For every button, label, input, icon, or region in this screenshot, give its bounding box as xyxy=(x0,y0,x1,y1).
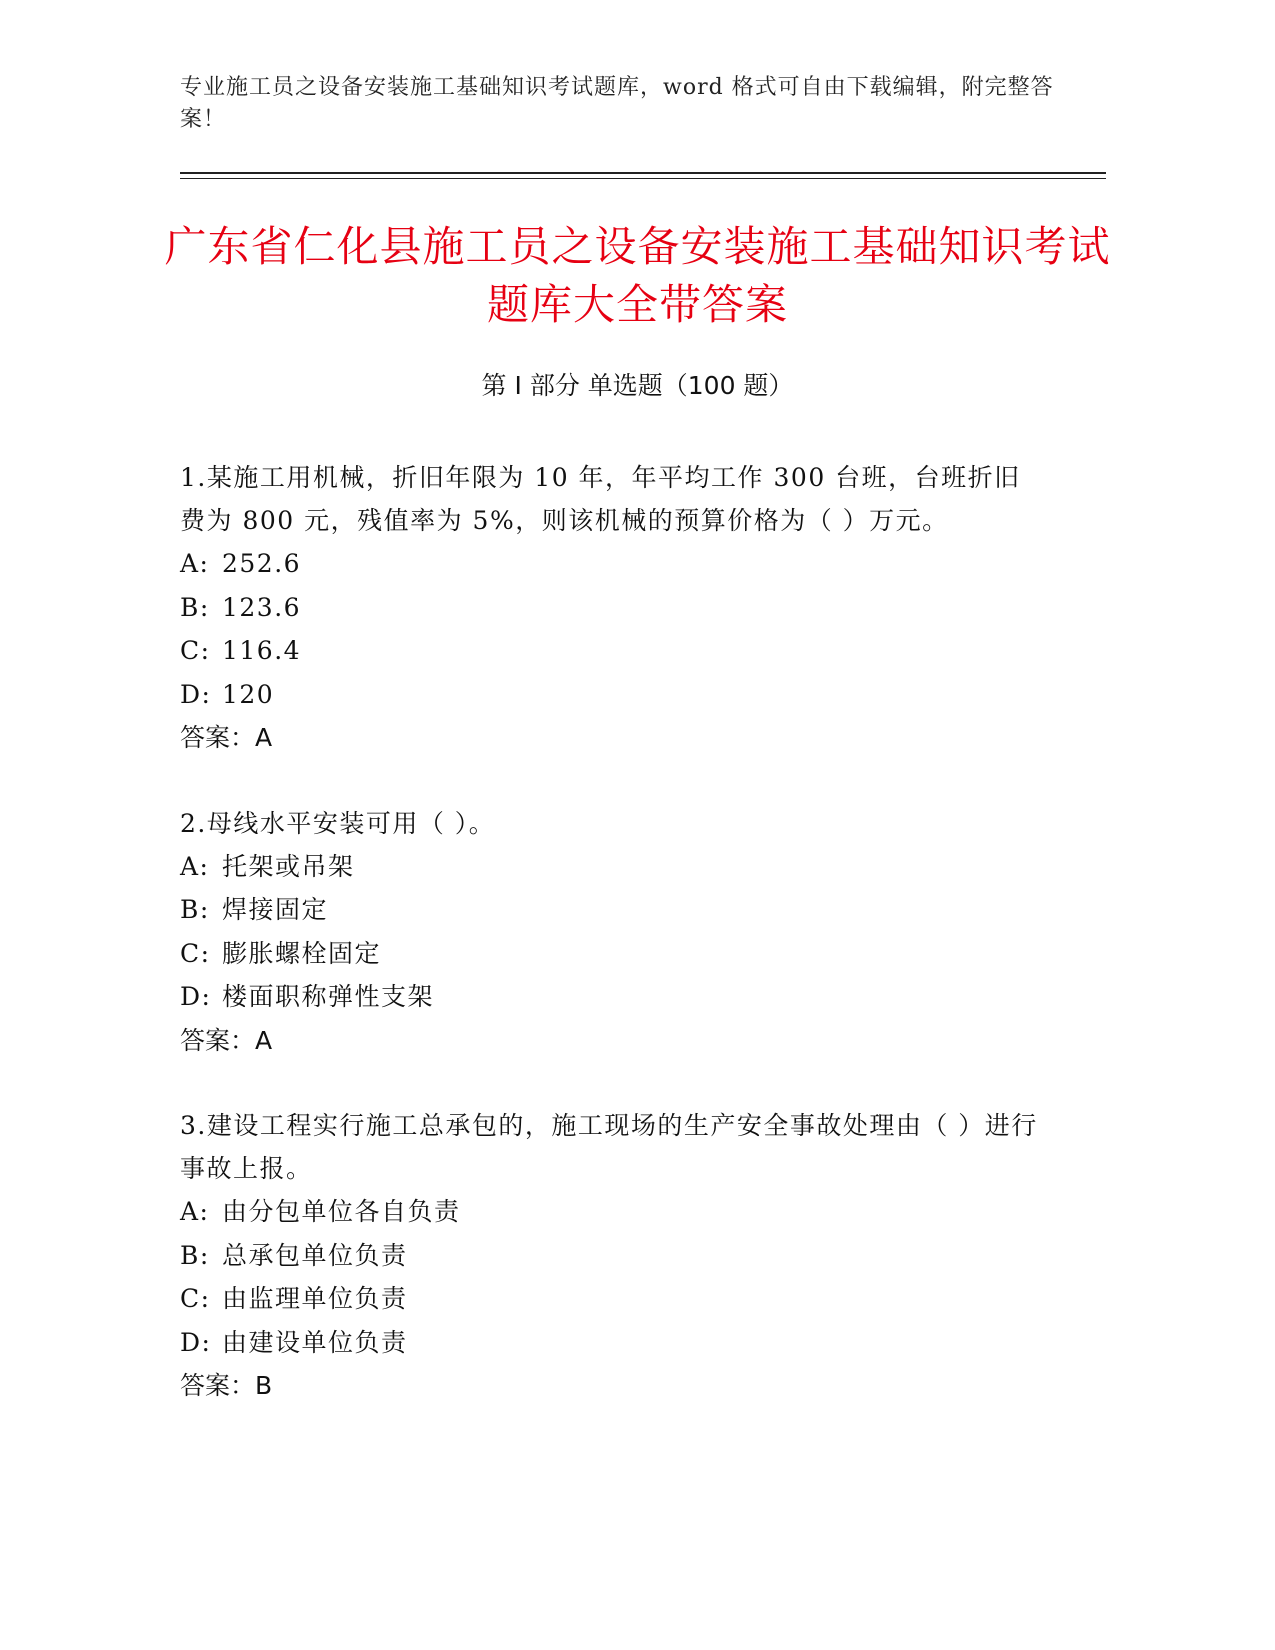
option-text: 总承包单位负责 xyxy=(222,1240,408,1270)
option-text: 120 xyxy=(222,679,275,709)
question-3 xyxy=(180,1104,1040,1408)
option-key: D: xyxy=(180,679,212,709)
section-title: 第 I 部分 单选题（100 题） xyxy=(481,371,794,400)
document-title: 广东省仁化县施工员之设备安装施工基础知识考试题库大全带答案 xyxy=(164,222,1111,329)
option-c xyxy=(180,1277,1040,1321)
option-b xyxy=(180,1234,1040,1278)
option-key: D: xyxy=(180,982,212,1011)
option-key: C: xyxy=(180,636,211,665)
option-c xyxy=(180,629,1040,673)
option-key: A: xyxy=(180,851,210,881)
header-note: 专业施工员之设备安装施工基础知识考试题库，word 格式可自由下载编辑，附完整答案！ xyxy=(180,75,1054,132)
option-d xyxy=(180,673,1040,717)
question-list xyxy=(180,456,1040,1450)
option-key: A: xyxy=(180,1197,210,1226)
option-text: 116.4 xyxy=(222,636,302,665)
option-d xyxy=(180,975,1040,1019)
option-key: B: xyxy=(180,1240,210,1270)
option-c xyxy=(180,932,1040,976)
option-text: 膨胀螺栓固定 xyxy=(222,938,382,968)
answer-line: 答案：B xyxy=(180,1371,273,1400)
option-a xyxy=(180,1190,1040,1234)
option-text: 楼面职称弹性支架 xyxy=(222,982,435,1011)
option-key: B: xyxy=(180,895,210,924)
question-stem: 2.母线水平安装可用（ ）。 xyxy=(180,808,496,838)
question-stem: 3.建设工程实行施工总承包的，施工现场的生产安全事故处理由（ ）进行事故上报。 xyxy=(180,1111,1038,1183)
option-d xyxy=(180,1321,1040,1365)
question-1 xyxy=(180,456,1040,760)
option-text: 123.6 xyxy=(222,592,302,622)
option-text: 252.6 xyxy=(222,549,302,578)
option-key: A: xyxy=(180,549,210,578)
header-rule-thick xyxy=(180,172,1106,174)
header-rule-thin xyxy=(180,178,1106,179)
option-key: B: xyxy=(180,592,210,622)
question-stem: 1.某施工用机械，折旧年限为 10 年，年平均工作 300 台班，台班折旧费为 800 元，残值率为 5%，则该机械的预算价格为（ ）万元。 xyxy=(180,463,1021,535)
option-key: C: xyxy=(180,1284,211,1313)
option-text: 由分包单位各自负责 xyxy=(222,1197,461,1226)
option-text: 托架或吊架 xyxy=(222,851,355,881)
option-key: C: xyxy=(180,938,211,968)
question-2 xyxy=(180,802,1040,1063)
option-a xyxy=(180,542,1040,586)
option-text: 焊接固定 xyxy=(222,895,329,924)
answer-line: 答案：A xyxy=(180,1025,273,1055)
option-b xyxy=(180,586,1040,630)
option-b xyxy=(180,888,1040,932)
option-text: 由建设单位负责 xyxy=(222,1327,408,1357)
option-a xyxy=(180,845,1040,889)
option-key: D: xyxy=(180,1327,212,1357)
option-text: 由监理单位负责 xyxy=(222,1284,408,1313)
answer-line: 答案：A xyxy=(180,723,273,752)
